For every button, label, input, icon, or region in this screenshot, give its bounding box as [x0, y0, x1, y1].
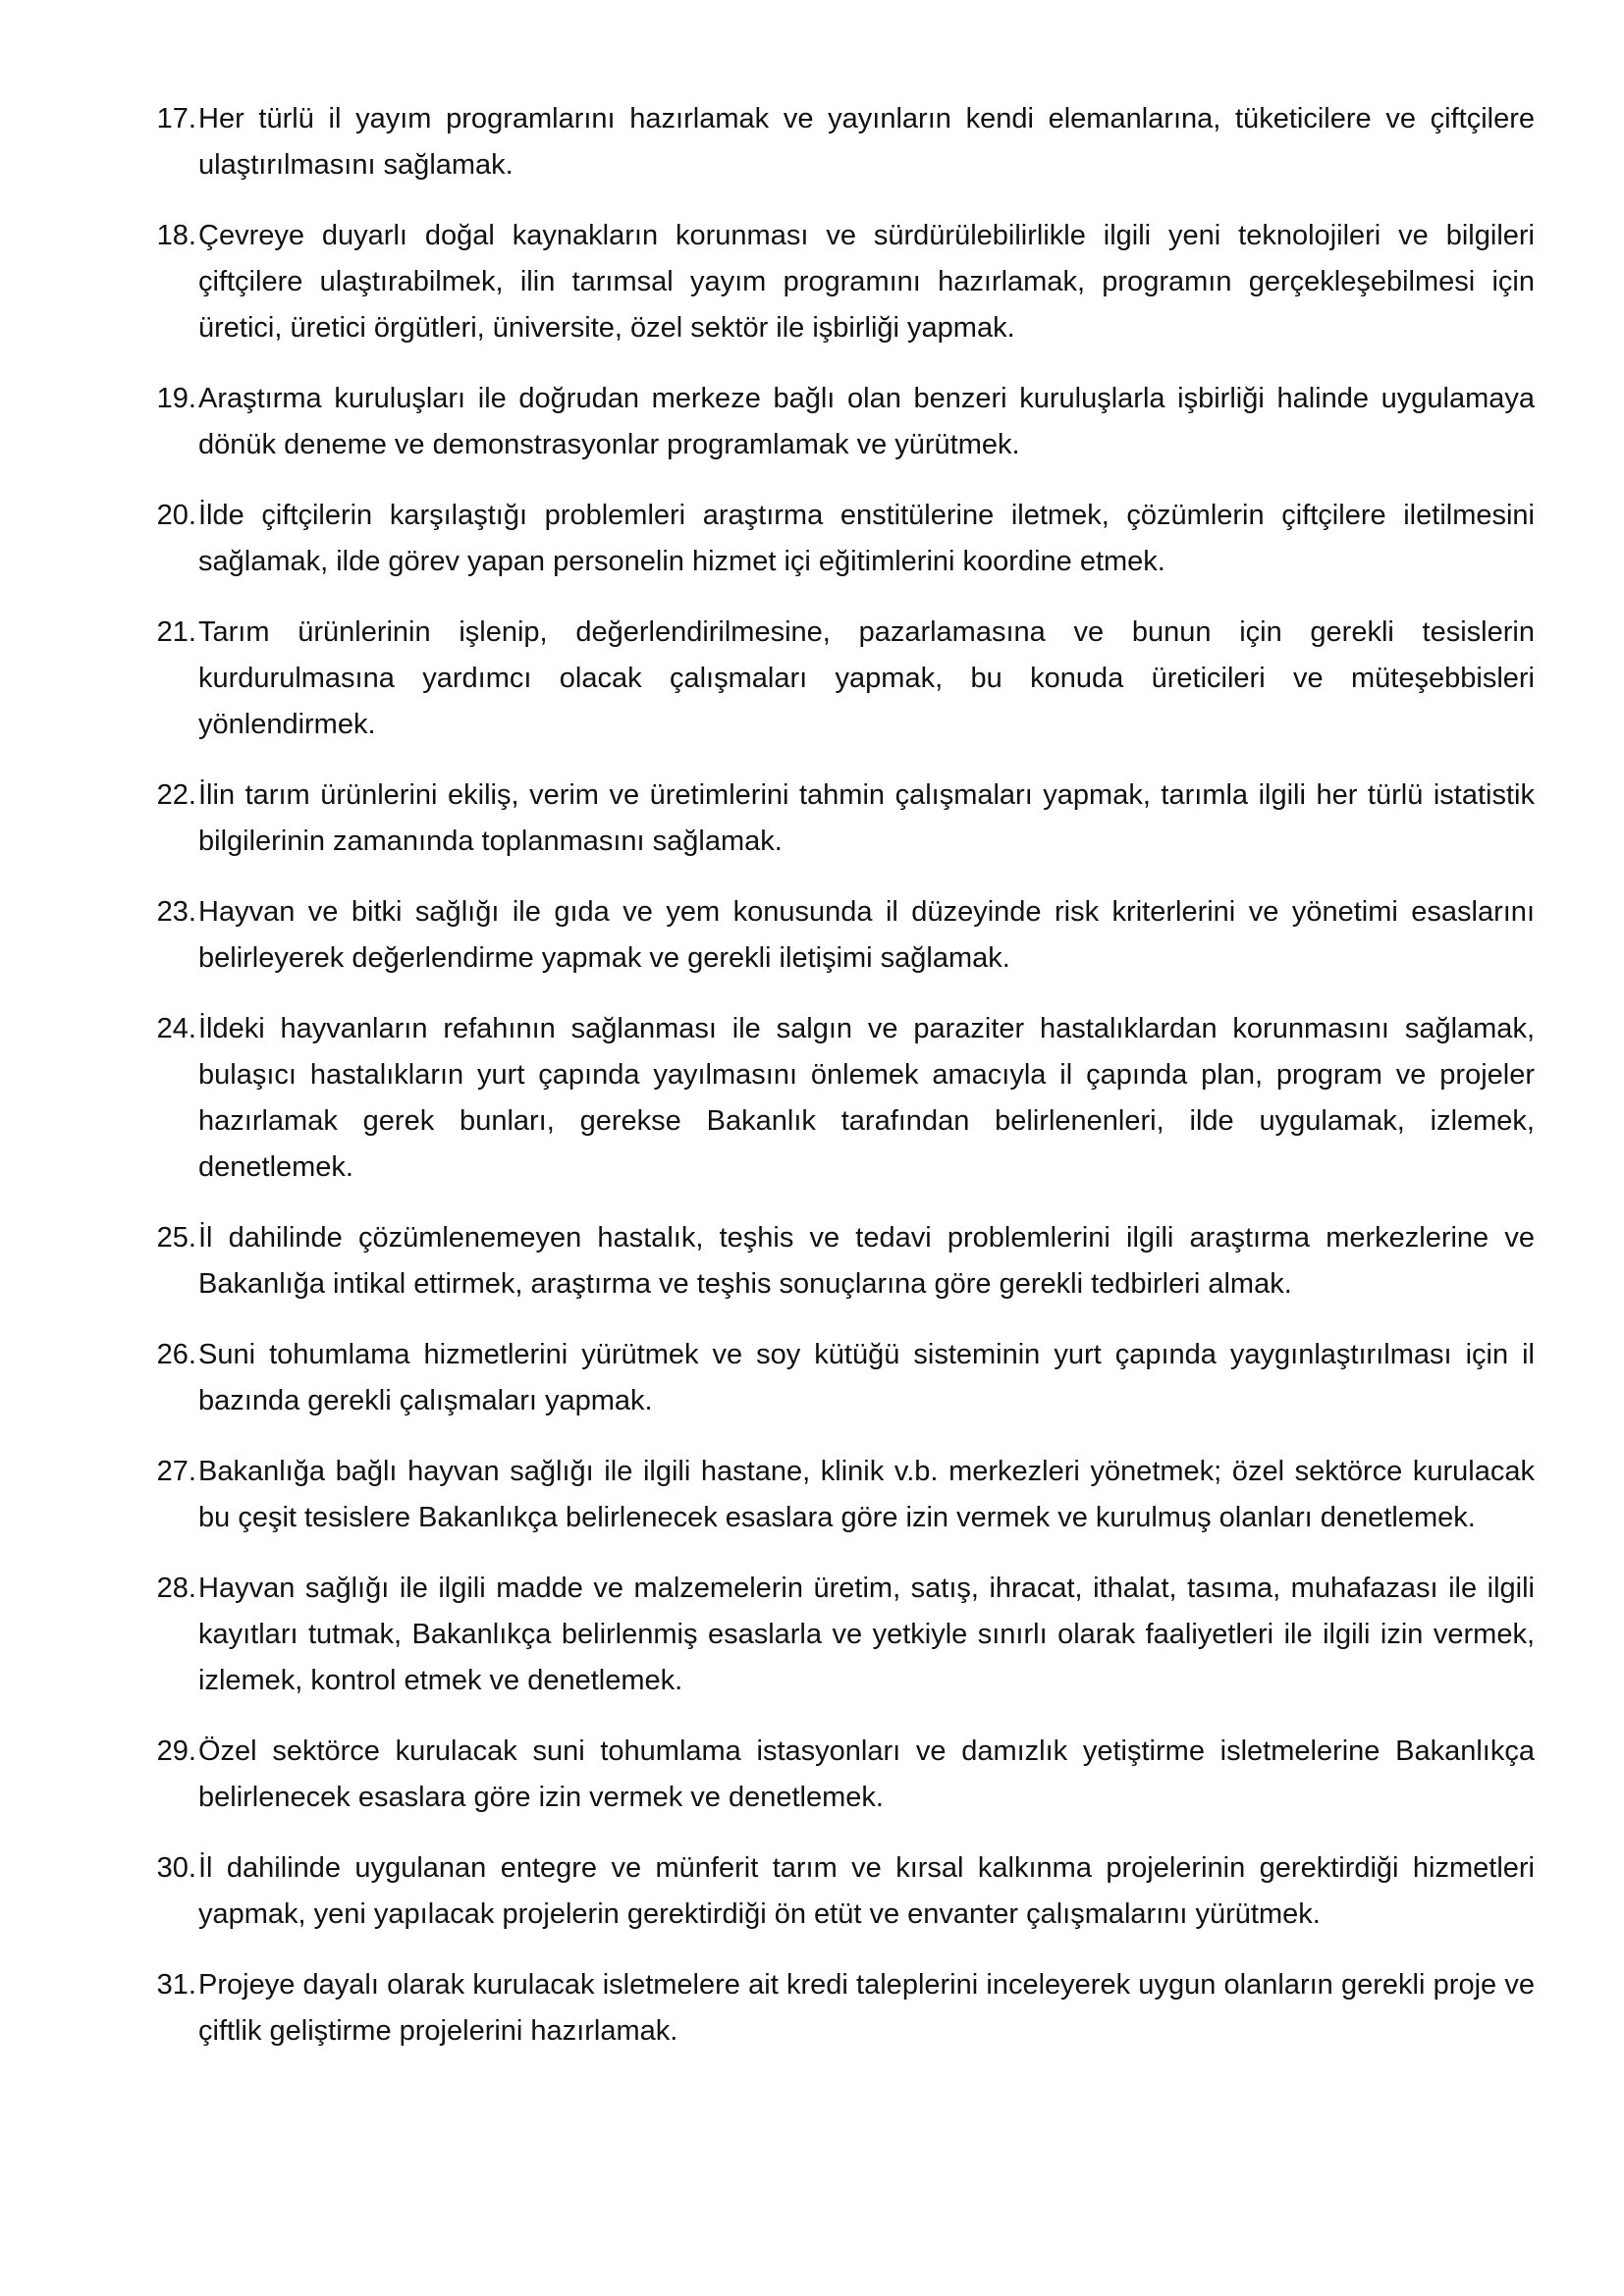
list-item: [0, 1006, 1624, 1191]
item-number: 17.: [156, 103, 196, 134]
list-item: [0, 213, 1624, 351]
item-text: İl dahilinde uygulanan entegre ve münferit tarım ve kırsal kalkınma projelerinin gerektirdiği hizmetleri yapmak, yeni yapılacak projelerin gerektirdiği ön etüt ve envanter çalışmalarını yürütmek.: [198, 1852, 1535, 1930]
list-item: [0, 889, 1624, 982]
item-text: Özel sektörce kurulacak suni tohumlama istasyonları ve damızlık yetiştirme isletmelerine Bakanlıkça belirlenecek esaslara göre izin vermek ve denetlemek.: [198, 1735, 1535, 1813]
list-item: [0, 1845, 1624, 1938]
item-text: Tarım ürünlerinin işlenip, değerlendirilmesine, pazarlamasına ve bunun için gerekli tesislerin kurdurulmasına yardımcı olacak çalışmaları yapmak, bu konuda üreticileri ve müteşebbisleri yönlendirmek.: [198, 616, 1535, 740]
item-number: 20.: [156, 500, 196, 531]
item-text: İl dahilinde çözümlenemeyen hastalık, teşhis ve tedavi problemlerini ilgili araştırma merkezlerine ve Bakanlığa intikal ettirmek, araştırma ve teşhis sonuçlarına göre gerekli tedbirleri almak.: [198, 1222, 1535, 1300]
item-text: İlde çiftçilerin karşılaştığı problemleri araştırma enstitülerine iletmek, çözümlerin çiftçilere iletilmesini sağlamak, ilde görev yapan personelin hizmet içi eğitimlerini koordine etmek.: [198, 500, 1535, 577]
item-number: 25.: [156, 1222, 196, 1254]
item-number: 22.: [156, 779, 196, 811]
item-number: 28.: [156, 1573, 196, 1604]
item-number: 24.: [156, 1013, 196, 1044]
item-text: İlin tarım ürünlerini ekiliş, verim ve üretimlerini tahmin çalışmaları yapmak, tarımla ilgili her türlü istatistik bilgilerinin zamanında toplanmasını sağlamak.: [198, 779, 1535, 857]
item-number: 30.: [156, 1852, 196, 1884]
item-text: Her türlü il yayım programlarını hazırlamak ve yayınların kendi elemanlarına, tüketicilere ve çiftçilere ulaştırılmasını sağlamak.: [198, 103, 1535, 181]
item-text: Hayvan sağlığı ile ilgili madde ve malzemelerin üretim, satış, ihracat, ithalat, tasıma, muhafazası ile ilgili kayıtları tutmak, Bakanlıkça belirlenmiş esaslarla ve yetkiyle sınırlı olarak faaliyetleri ile ilgili izin vermek, izlemek, kontrol etmek ve denetlemek.: [198, 1573, 1535, 1696]
list-item: [0, 610, 1624, 748]
item-number: 19.: [156, 383, 196, 414]
list-item: [0, 96, 1624, 188]
item-number: 31.: [156, 1969, 196, 2001]
list-item: [0, 1962, 1624, 2055]
item-text: Suni tohumlama hizmetlerini yürütmek ve soy kütüğü sisteminin yurt çapında yaygınlaştırılması için il bazında gerekli çalışmaları yapmak.: [198, 1339, 1535, 1416]
list-item: [0, 1566, 1624, 1704]
item-number: 18.: [156, 220, 196, 251]
item-number: 21.: [156, 616, 196, 648]
list-item: [0, 1729, 1624, 1821]
numbered-list: [0, 96, 1624, 2079]
item-text: Bakanlığa bağlı hayvan sağlığı ile ilgili hastane, klinik v.b. merkezleri yönetmek; özel sektörce kurulacak bu çeşit tesislere Bakanlıkça belirlenecek esaslara göre izin vermek ve kurulmuş olanları denetlemek.: [198, 1456, 1535, 1533]
item-text: Araştırma kuruluşları ile doğrudan merkeze bağlı olan benzeri kuruluşlarla işbirliği halinde uygulamaya dönük deneme ve demonstrasyonlar programlamak ve yürütmek.: [198, 383, 1535, 460]
list-item: [0, 376, 1624, 468]
item-number: 26.: [156, 1339, 196, 1370]
list-item: [0, 1449, 1624, 1541]
item-text: İldeki hayvanların refahının sağlanması ile salgın ve paraziter hastalıklardan korunmasını sağlamak, bulaşıcı hastalıkların yurt çapında yayılmasını önlemek amacıyla il çapında plan, program ve projeler hazırlamak gerek bunları, gerekse Bakanlık tarafından belirlenenleri, ilde uygulamak, izlemek, denetlemek.: [198, 1013, 1535, 1183]
list-item: [0, 773, 1624, 865]
item-number: 27.: [156, 1456, 196, 1487]
item-text: Projeye dayalı olarak kurulacak isletmelere ait kredi taleplerini inceleyerek uygun olanların gerekli proje ve çiftlik geliştirme projelerini hazırlamak.: [198, 1969, 1535, 2047]
list-item: [0, 1215, 1624, 1308]
item-text: Hayvan ve bitki sağlığı ile gıda ve yem konusunda il düzeyinde risk kriterlerini ve yönetimi esaslarını belirleyerek değerlendirme yapmak ve gerekli iletişimi sağlamak.: [198, 896, 1535, 974]
list-item: [0, 1332, 1624, 1424]
item-number: 23.: [156, 896, 196, 928]
item-number: 29.: [156, 1735, 196, 1767]
list-item: [0, 493, 1624, 585]
item-text: Çevreye duyarlı doğal kaynakların korunması ve sürdürülebilirlikle ilgili yeni teknolojileri ve bilgileri çiftçilere ulaştırabilmek, ilin tarımsal yayım programını hazırlamak, programın gerçekleşebilmesi için üretici, üretici örgütleri, üniversite, özel sektör ile işbirliği yapmak.: [198, 220, 1535, 344]
